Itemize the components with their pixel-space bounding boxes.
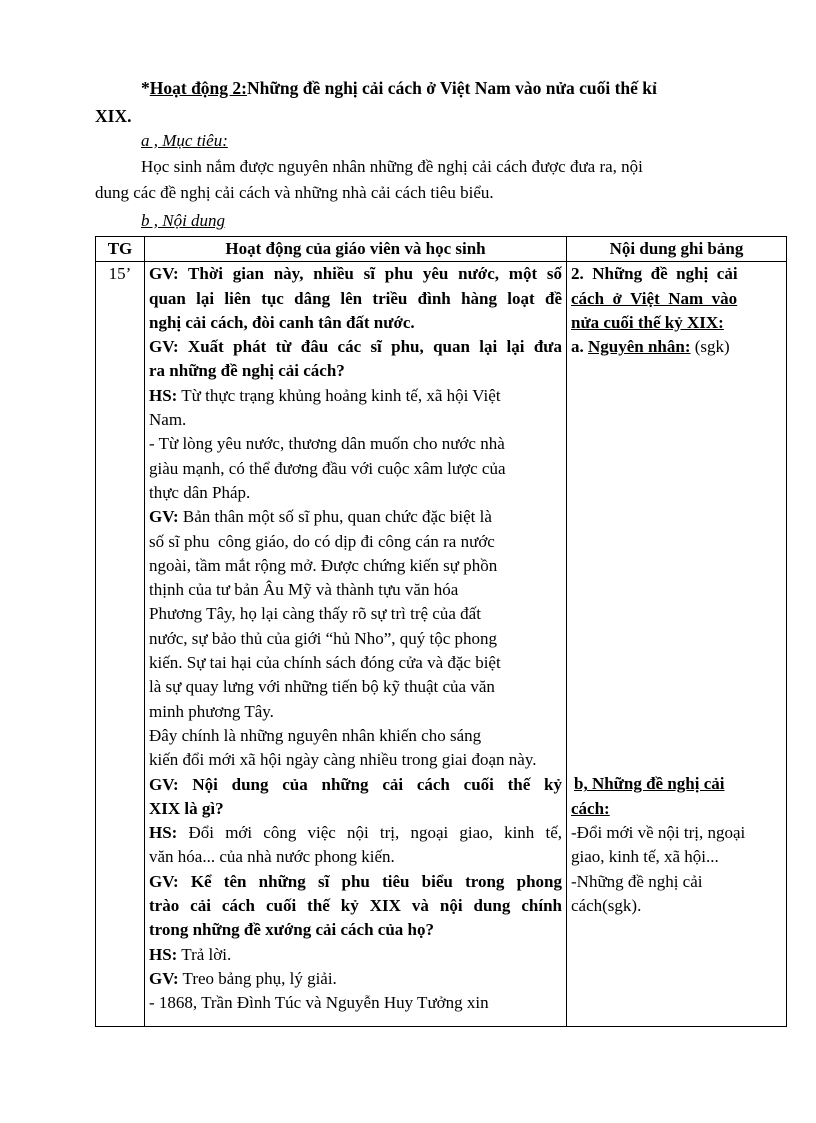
activity-line [149,384,562,408]
activity-line [149,335,562,359]
activity-line [149,408,562,432]
activity-line [149,578,562,602]
activity-line [149,359,562,383]
activity-line [149,748,562,772]
activity-text: trào cải cách cuối thế kỷ XIX và nội dung chính [149,896,562,916]
activity-line [149,262,562,286]
header-time: TG [96,237,145,262]
activity-line [149,967,562,991]
activity-line [149,797,562,821]
activity-line [149,773,562,797]
heading-title-line2: XIX. [95,106,132,126]
notes-proposal-item-2: -Những đề nghị cải [571,871,703,891]
activity-line [149,554,562,578]
time-cell: 15’ [96,262,145,1027]
activity-line [149,457,562,481]
activity-line [149,894,562,918]
activity-line [149,918,562,942]
header-activity: Hoạt động của giáo viên và học sinh [145,237,567,262]
notes-section-title-line3: nửa cuối thế kỷ XIX: [571,312,724,332]
activity-text: Phương Tây, họ lại càng thấy rõ sự trì trệ của đất [149,604,481,624]
activity-text: - Từ lòng yêu nước, thương dân muốn cho nước nhà [149,434,505,454]
activity-line [149,432,562,456]
activity-text: văn hóa... của nhà nước phong kiến. [149,847,395,867]
activity-text: Bản thân một số sĩ phu, quan chức đặc biệt là [178,507,492,527]
activity-line [149,602,562,626]
activity-text: XIX là gì? [149,798,224,818]
objective-line1: Học sinh nắm được nguyên nhân những đề nghị cải cách được đưa ra, nội [141,157,643,176]
notes-proposal-item-1: -Đổi mới về nội trị, ngoại [571,823,746,843]
activity-cell [145,262,567,1027]
activity-text: quan lại liên tục dâng lên triều đình hàng loạt đề [149,288,562,308]
activity-text: nước, sự bảo thủ của giới “hủ Nho”, quý tộc phong [149,628,498,648]
notes-section-title: 2. Những đề nghị cải [571,264,738,284]
notes-section-title-line2: cách ở Việt Nam vào [571,288,738,308]
activity-text: trong những đề xướng cải cách của họ? [149,920,435,940]
activity-line [149,943,562,967]
activity-text: số sĩ phu công giáo, do có dịp đi công cán ra nước [149,531,495,551]
notes-proposal-item-1-cont: giao, kinh tế, xã hội... [571,847,719,867]
activity-text: kiến đổi mới xã hội ngày càng nhiều trong giai đoạn này. [149,750,537,770]
objective-line2: dung các đề nghị cải cách và những nhà cải cách tiêu biểu. [95,183,494,202]
activity-line [149,870,562,894]
activity-text: GV: Kể tên những sĩ phu tiêu biểu trong phong [149,871,562,891]
content-label: b , Nội dung [141,211,226,230]
header-notes: Nội dung ghi bảng [567,237,787,262]
speaker-label: HS: [149,944,178,964]
activity-text: thịnh của tư bản Âu Mỹ và thành tựu văn hóa [149,580,459,600]
speaker-label: GV: [149,507,179,527]
activity-line [149,700,562,724]
activity-line [149,505,562,529]
heading-title-line1: Những đề nghị cải cách ở Việt Nam vào nửa cuối thế kỉ [246,78,657,98]
activity-text: GV: Nội dung của những cải cách cuối thế kỷ [149,774,562,794]
activity-text: kiến. Sự tai hại của chính sách đóng cửa và đặc biệt [149,653,501,673]
activity-line [149,311,562,335]
activity-text: nghị cải cách, đòi canh tân đất nước. [149,312,415,332]
table-header-row [96,237,787,262]
activity-line [149,845,562,869]
activity-text: - 1868, Trần Đình Túc và Nguyễn Huy Tưởng xin [149,993,489,1013]
activity-text: ngoài, tầm mắt rộng mở. Được chứng kiến sự phồn [149,555,498,575]
activity-line [149,991,562,1015]
activity-line [149,627,562,651]
activity-line [149,651,562,675]
activity-text: minh phương Tây. [149,701,274,721]
notes-cell [567,262,787,1027]
lesson-table [95,236,787,1027]
heading-star: * [141,78,150,98]
activity-text: Từ thực trạng khủng hoảng kinh tế, xã hội Việt [177,385,501,405]
activity-text: GV: Xuất phát từ đâu các sĩ phu, quan lại lại đưa [149,337,562,357]
activity-line [149,287,562,311]
activity-text: ra những đề nghị cải cách? [149,361,345,381]
activity-line [149,530,562,554]
activity-line [149,481,562,505]
notes-proposal-item-2-cont: cách(sgk). [571,895,642,915]
activity-line [149,675,562,699]
activity-line [149,724,562,748]
activity-text: thực dân Pháp. [149,482,251,502]
activity-text: giàu mạnh, có thể đương đầu với cuộc xâm lược của [149,458,506,478]
heading-activity-label: Hoạt động 2: [149,78,247,98]
speaker-label: GV: [149,968,179,988]
table-row [96,262,787,1027]
activity-text: Trả lời. [177,944,232,964]
activity-text: Treo bảng phụ, lý giải. [178,968,337,988]
objective-paragraph [95,154,735,206]
objective-label: a , Mục tiêu: [141,131,228,150]
activity-text: Đây chính là những nguyên nhân khiến cho sáng [149,725,482,745]
activity-text: là sự quay lưng với những tiến bộ kỹ thuật của văn [149,677,495,697]
activity-line [149,821,562,845]
speaker-label: HS: [149,385,178,405]
notes-proposals-title: b, Những đề nghị cải [574,774,725,794]
activity-text: Nam. [149,410,187,430]
cause-label: Nguyên nhân: [588,337,691,357]
notes-proposals-title-line2: cách: [571,798,610,818]
notes-cause: a. Nguyên nhân: (sgk) [571,337,730,357]
activity-text: GV: Thời gian này, nhiều sĩ phu yêu nước, một số [149,264,562,284]
speaker-label: HS: [149,823,178,843]
activity-text: Đổi mới công việc nội trị, ngoại giao, kinh tế, [177,823,562,843]
activity-heading [95,74,745,130]
